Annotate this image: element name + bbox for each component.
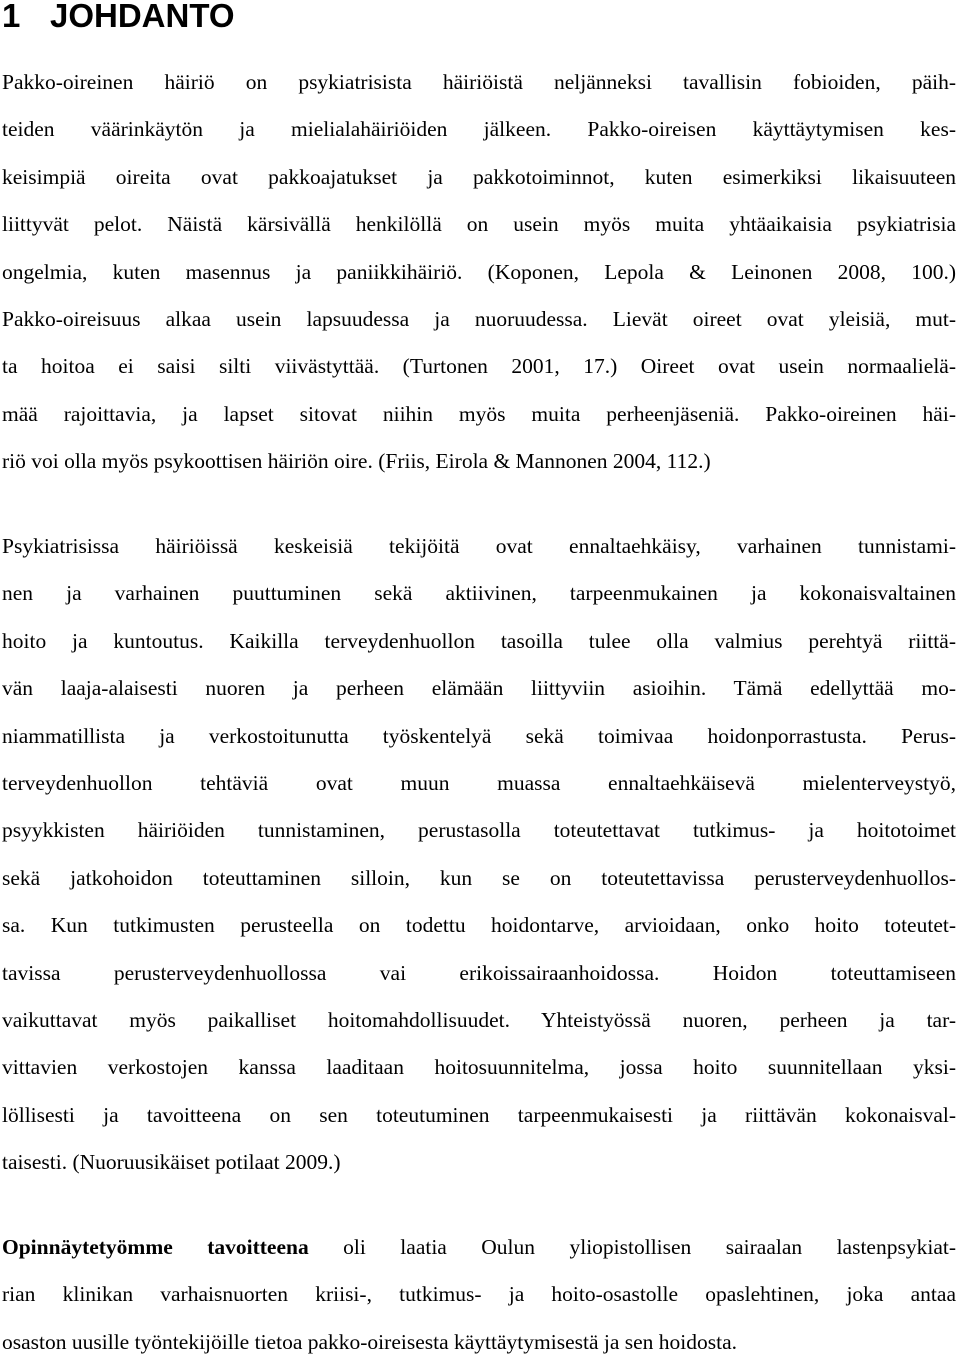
paragraph-line: niammatillista ja verkostoitunutta työskentelyä sekä toimivaa hoidonporrastusta. Perus-: [2, 723, 956, 748]
paragraph-line: ongelmia, kuten masennus ja paniikkihäiriö. (Koponen, Lepola & Leinonen 2008, 100.): [2, 259, 956, 284]
paragraph-line: ta hoitoa ei saisi silti viivästyttää. (Turtonen 2001, 17.) Oireet ovat usein normaalielä-: [2, 354, 956, 379]
paragraph-line: mää rajoittavia, ja lapset sitovat niihin myös muita perheenjäseniä. Pakko-oireinen häi-: [2, 401, 956, 426]
paragraph-line: sekä jatkohoidon toteuttaminen silloin, kun se on toteutettavissa perusterveydenhuollos-: [2, 865, 956, 890]
bold-lead-text: Opinnäytetyömme tavoitteena: [2, 1235, 309, 1259]
paragraph-line: psyykkisten häiriöiden tunnistaminen, perustasolla toteutettavat tutkimus- ja hoitotoimet: [2, 818, 956, 843]
paragraph-line: keisimpiä oireita ovat pakkoajatukset ja pakkotoiminnot, kuten esimerkiksi likaisuuteen: [2, 164, 956, 189]
paragraph-line: tavissa perusterveydenhuollossa vai erikoissairaanhoidossa. Hoidon toteuttamiseen: [2, 960, 956, 985]
paragraph-line: [2, 1224, 956, 1271]
paragraph-line: riö voi olla myös psykoottisen häiriön oire. (Friis, Eirola & Mannonen 2004, 112.): [2, 449, 711, 474]
lead-line-rest: oli laatia Oulun yliopistollisen sairaalan lastenpsykiat-: [308, 1235, 956, 1259]
paragraph-line: vän laaja-alaisesti nuoren ja perheen elämään liittyviin asioihin. Tämä edellyttää mo-: [2, 676, 956, 701]
paragraph-line: nen ja varhainen puuttuminen sekä aktiivinen, tarpeenmukainen ja kokonaisvaltainen: [2, 581, 956, 606]
paragraph-line: taisesti. (Nuoruusikäiset potilaat 2009.): [2, 1150, 341, 1175]
chapter-number: 1: [2, 0, 21, 34]
paragraph-3: [2, 1224, 956, 1366]
paragraph-2: [2, 523, 956, 1186]
paragraph-line: terveydenhuollon tehtäviä ovat muun muassa ennaltaehkäisevä mielenterveystyö,: [2, 770, 956, 795]
paragraph-1: [2, 59, 956, 486]
paragraph-line: Psykiatrisissa häiriöissä keskeisiä tekijöitä ovat ennaltaehkäisy, varhainen tunnistami-: [2, 534, 956, 558]
paragraph-line: löllisesti ja tavoitteena on sen toteutuminen tarpeenmukaisesti ja riittävän kokonaisval-: [2, 1102, 956, 1127]
paragraph-line: hoito ja kuntoutus. Kaikilla terveydenhuollon tasoilla tulee olla valmius perehtyä riittä-: [2, 628, 956, 653]
paragraph-line: teiden väärinkäytön ja mielialahäiriöiden jälkeen. Pakko-oireisen käyttäytymisen kes-: [2, 117, 956, 142]
paragraph-line: rian klinikan varhaisnuorten kriisi-, tutkimus- ja hoito-osastolle opaslehtinen, joka antaa: [2, 1282, 956, 1307]
chapter-heading: [2, 0, 235, 36]
paragraph-line: liittyvät pelot. Näistä kärsivällä henkilöllä on usein myös muita yhtäaikaisia psykiatrisia: [2, 212, 956, 237]
paragraph-line: Pakko-oireisuus alkaa usein lapsuudessa ja nuoruudessa. Lievät oireet ovat yleisiä, mut-: [2, 306, 956, 331]
paragraph-line: vaikuttavat myös paikalliset hoitomahdollisuudet. Yhteistyössä nuoren, perheen ja tar-: [2, 1007, 956, 1032]
paragraph-line: vittavien verkostojen kanssa laaditaan hoitosuunnitelma, jossa hoito suunnitellaan yksi-: [2, 1055, 956, 1080]
paragraph-line: osaston uusille työntekijöille tietoa pakko-oireisesta käyttäytymisestä ja sen hoidosta.: [2, 1329, 738, 1354]
chapter-title: JOHDANTO: [50, 0, 235, 34]
paragraph-line: Pakko-oireinen häiriö on psykiatrisista häiriöistä neljänneksi tavallisin fobioiden, päih-: [2, 70, 956, 94]
paragraph-line: sa. Kun tutkimusten perusteella on todettu hoidontarve, arvioidaan, onko hoito toteutet-: [2, 913, 956, 938]
